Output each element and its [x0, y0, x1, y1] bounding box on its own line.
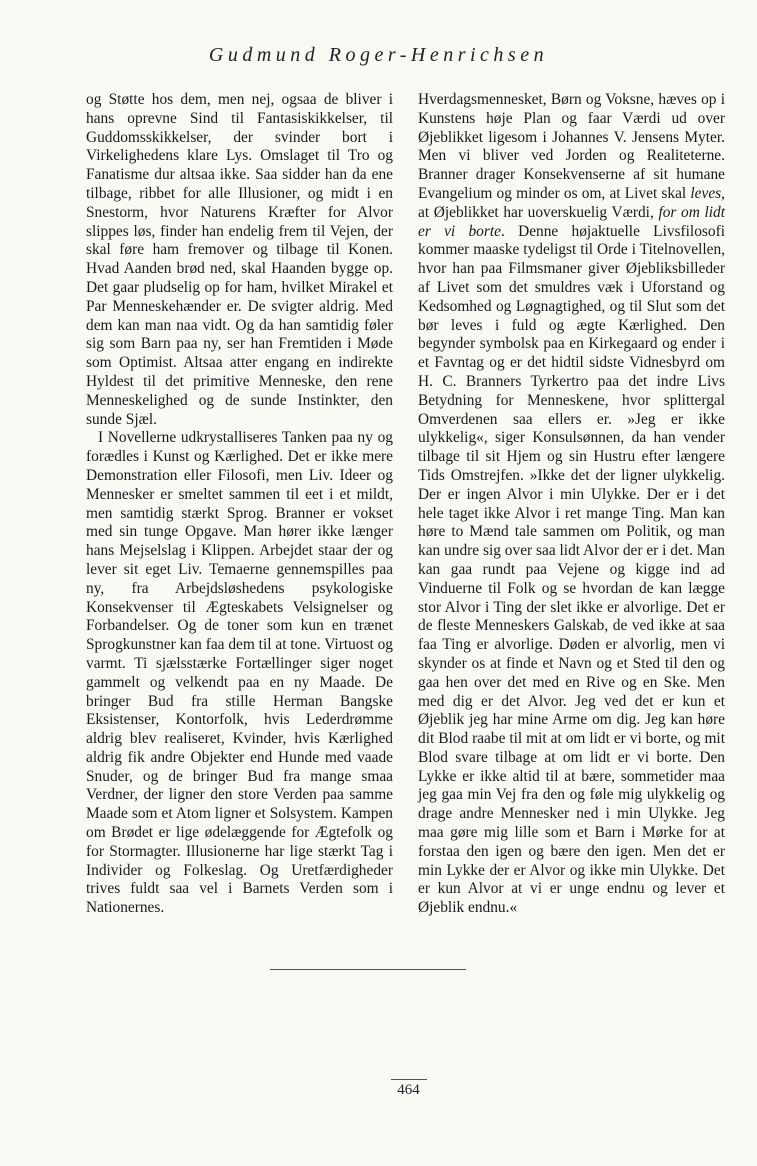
paragraph: og Støtte hos dem, men nej, ogsaa de bliver i hans oprevne Sind til Fantasiskikkelser, til Guddomsskikkelser, der svinder bort i Virkelighedens klare Lys. Omslaget til Tro og Fanatisme dur altsaa ikke. Saa sidder han da ene tilbage, ribbet for alle Illusioner, og midt i en Snestorm, hvor Naturens Kræfter for Alvor slippes løs, finder han endelig frem til Vejen, der skal føre ham fremover og tilbage til Konen. Hvad Aanden brød ned, skal Haanden bygge op. Det gaar pludselig op for ham, hvilket Mirakel et Par Menneskehænder er. De svigter aldrig. Med dem kan man naa vidt. Og da han samtidig føler sig som Barn paa ny, ser han Fremtiden i Møde som Optimist. Altsaa atter engang en indirekte Hyldest til det primitive Menneske, den rene Menneskelighed og de sunde Instinkter, den sunde Sjæl.: [86, 91, 393, 428]
paragraph: [418, 91, 725, 918]
text-run: Hverdagsmennesket, Børn og Voksne, hæves op i Kunstens høje Plan og faar Værdi ud over Øjeblikket ligesom i Johannes V. Jensens Myter. Men vi bliver ved Jorden og Realiteterne. Branner drager Konsekvenserne af sit humane Evangelium og minder os om, at Livet skal: [418, 91, 725, 202]
page-number-rule: [391, 1079, 427, 1080]
left-column: [86, 91, 393, 918]
section-divider: [270, 969, 466, 970]
emphasis: leves: [690, 184, 722, 202]
text-run: . Denne højaktuelle Livsfilosofi kommer maaske tydeligst til Orde i Titelnovellen, hvor han paa Filmsmaner giver Øjebliksbilleder af Livet som det smuldres væk i Uforstand og Kedsomhed og Løgnagtighed, og til Slut som det bør leves i fuld og ægte Kærlighed. Den begynder symbolsk paa en Kirkegaard og ender i et Favntag og er det hidtil sidste Vidnesbyrd om H. C. Branners Tyrkertro paa det indre Livs Betydning for Menneskene, hvor splittergal Omverdenen saa ellers er. »Jeg er ikke ulykkelig«, siger Konsulsønnen, da han vender tilbage til sit Hjem og sin Hustru efter længere Tids Omstrejfen. »Ikke det der ligner ulykkelig. Der er ingen Alvor i min Ulykke. Der er i det hele taget ikke Alvor i ret mange Ting. Man kan høre to Mænd tale sammen om Politik, og man kan undre sig over saa lidt Alvor der er i det. Man kan gaa rundt paa Vejene og kigge ind ad Vinduerne til Folk og se hvordan de kan lægge stor Alvor i Ting der slet ikke er alvorlige. Det er de fleste Menneskers Galskab, de ved ikke at saa faa Ting er alvorlige. Døden er alvorlig, men vi skynder os at finde et Navn og et Sted til den og gaa hen over det med en Rive og en Ske. Men med dig er det Alvor. Jeg ved det er kun et Øjeblik jeg har mine Arme om dig. Jeg kan høre dit Blod raabe til mit at om lidt er vi borte, og mit Blod svare tilbage at om lidt er vi borte. Den Lykke er ikke altid til at bære, sommetider maa jeg gaa min Vej fra den og føle mig ulykkelig og drage andre Mennesker ned i min Ulykke. Jeg maa gøre mig lille som et Barn i Mørke for at forstaa den igen og bære den igen. Men det er min Lykke der er Alvor og ikke min Ulykke. Det er kun Alvor at vi er unge endnu og lever et Øjeblik endnu.«: [418, 222, 725, 917]
running-head: Gudmund Roger-Henrichsen: [208, 44, 549, 66]
emphasis: for om lidt er vi borte: [418, 203, 725, 240]
right-column: [418, 91, 725, 918]
paragraph: I Novellerne udkrystalliseres Tanken paa ny og forædles i Kunst og Kærlighed. Det er ikke mere Demonstration eller Filosofi, men Liv. Ideer og Mennesker er smeltet sammen til eet i et mildt, men samtidig stærkt Sprog. Branner er vokset med sin tunge Opgave. Man hører ikke længer hans Mejselslag i Klippen. Arbejdet staar der og lever sit eget Liv. Temaerne gennemspilles paa ny, fra Arbejdsløshedens psykologiske Konsekvenser til Ægteskabets Velsignelser og Forbandelser. Og de toner som kun en trænet Sprogkunstner kan faa dem til at tone. Virtuost og varmt. Ti sjælsstærke Fortællinger siger noget gammelt og velkendt paa en ny Maade. De bringer Bud fra stille Herman Bangske Eksistenser, Kontorfolk, hvis Lederdrømme aldrig blev realiseret, Kvinder, hvis Kærlighed aldrig fik andre Objekter end Hunde med vaade Snuder, og de bringer Bud fra mange smaa Verdner, der ligner den store Verden paa samme Maade som et Atom ligner et Solsystem. Kampen om Brødet er lige ødelæggende for Ægtefolk og for Stormagter. Illusionerne har lige stærkt Tag i Individer og Folkeslag. Og Uretfærdigheder trives fuldt saa vel i Barnets Verden som i Nationernes.: [86, 429, 393, 917]
text-run: , at Øjeblikket har uoverskuelig Værdi,: [418, 184, 725, 221]
page-number: 464: [397, 1082, 420, 1098]
